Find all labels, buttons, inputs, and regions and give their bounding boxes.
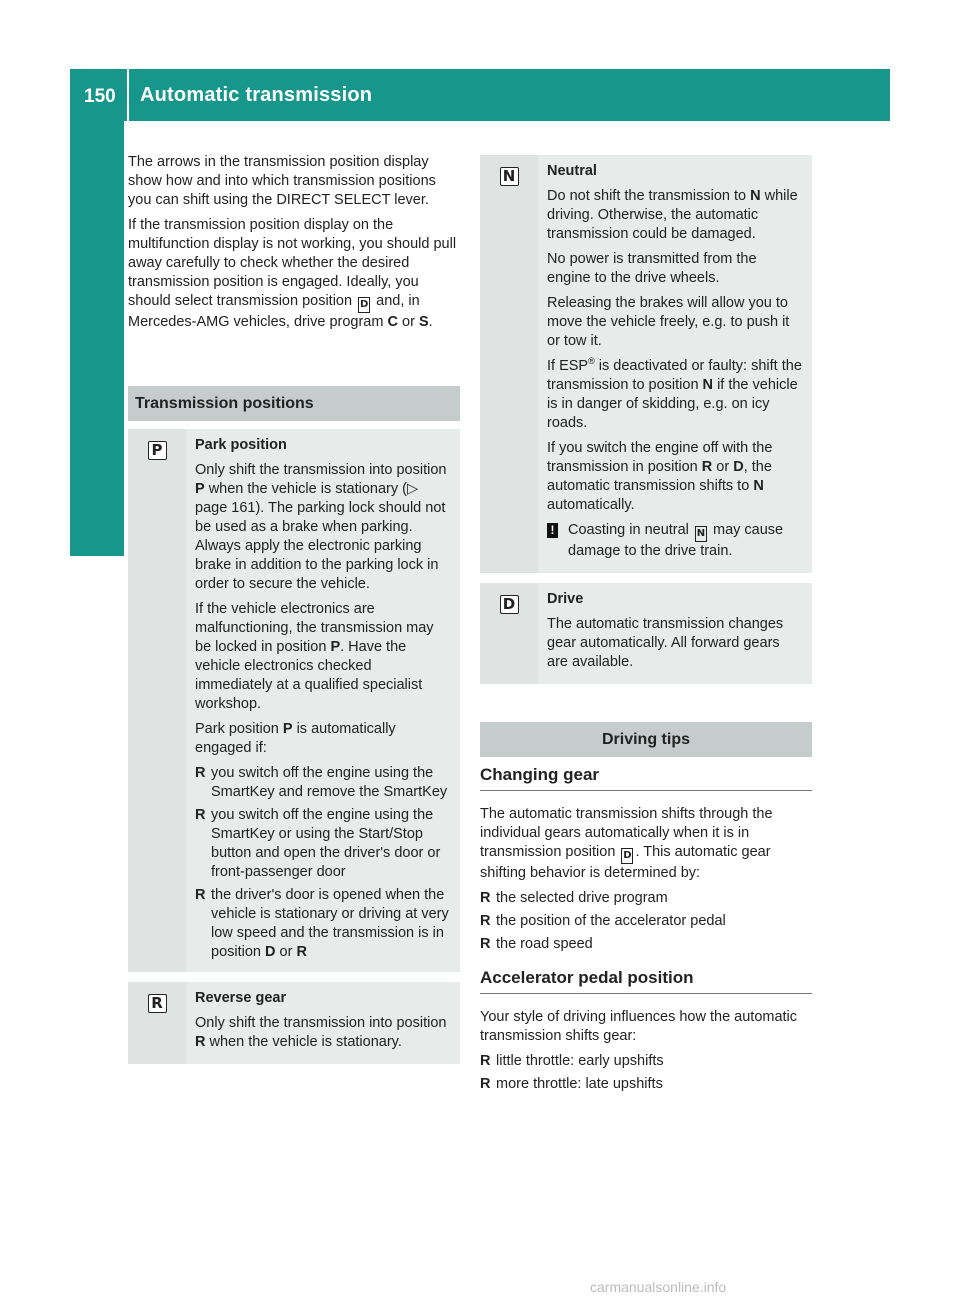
neutral-row [480,155,812,573]
neutral-paragraph-2: No power is transmitted from the engine to the drive wheels. [547,251,757,286]
page-title: Automatic transmission [140,84,373,106]
section-heading-transmission-positions: Transmission positions [128,386,460,421]
drive-position-icon: D [621,848,633,864]
changing-gear-paragraph: The automatic transmission shifts through the individual gears automatically when it is in transmission position D . This automatic gear shifting behavior is determined by: [480,806,773,881]
bullet-icon: R [195,807,206,823]
intro-paragraph-1: The arrows in the transmission position display show how and into which transmission positions you can shift using the DIRECT SELECT lever. [128,154,436,208]
header-bar [70,69,890,121]
list-item: R the road speed [480,936,593,952]
neutral-paragraph-5: If you switch the engine off with the transmission in position R or D, the automatic transmission shifts to N automatically. [547,440,773,513]
accelerator-paragraph: Your style of driving influences how the automatic transmission shifts gear: [480,1009,798,1044]
header-divider [127,69,129,121]
intro-paragraph-2: If the transmission position display on the multifunction display is not working, you should pull away carefully to check whether the desired transmission position is engaged. Ideally, you should select transmission position D and, in Mercedes-AMG vehicles, drive program C or S. [128,217,457,330]
page-number: 150 [84,86,116,107]
page-ref-arrow-icon: ▷ [406,481,419,497]
neutral-paragraph-4: If ESP® is deactivated or faulty: shift the transmission to position N if the vehicle is in danger of skidding, e.g. on icy roads. [547,356,802,431]
reverse-paragraph-1: Only shift the transmission into position R when the vehicle is stationary. [195,1015,447,1050]
bullet-icon: R [480,1053,491,1069]
bullet-icon: R [195,887,206,903]
section-heading-driving-tips: Driving tips [480,722,812,757]
right-column [480,155,812,1098]
damage-warning: ! Coasting in neutral N may cause damage to the drive train. [547,521,804,561]
accelerator-heading: Accelerator pedal position [480,968,812,994]
drive-title: Drive [547,591,584,607]
park-position-row [128,429,460,972]
park-paragraph-3: Park position P is automatically engaged if: [195,721,396,756]
drive-row [480,583,812,684]
throttle-list [480,1052,812,1094]
park-paragraph-2: If the vehicle electronics are malfunctioning, the transmission may be locked in position P. Have the vehicle electronics checked immediately at a qualified specialist workshop. [195,601,434,712]
neutral-paragraph-3: Releasing the brakes will allow you to move the vehicle freely, e.g. to push it or tow it. [547,295,790,349]
neutral-title: Neutral [547,163,597,179]
bullet-icon: R [195,765,206,781]
bullet-icon: R [480,936,491,952]
reverse-gear-title: Reverse gear [195,990,287,1006]
changing-gear-heading: Changing gear [480,765,812,791]
list-item: R the selected drive program [480,890,668,906]
park-position-title: Park position [195,437,287,453]
list-item: R more throttle: late upshifts [480,1076,663,1092]
bullet-icon: R [480,890,491,906]
list-item: R the position of the accelerator pedal [480,913,726,929]
list-item: R the driver's door is opened when the vehicle is stationary or driving at very low speed and the transmission is in position D or R [195,887,449,960]
bullet-icon: R [480,1076,491,1092]
park-paragraph-1: Only shift the transmission into position P when the vehicle is stationary (▷ page 161). The parking lock should not be used as a brake when parking. Always apply the electronic parking brake in addition to the parking lock in order to secure the vehicle. [195,462,447,592]
watermark: carmanualsonline.info [590,1279,727,1295]
list-item: R you switch off the engine using the SmartKey or using the Start/Stop button and open the driver's door or front-passenger door [195,807,441,880]
neutral-position-icon: N [695,526,707,542]
list-item: R little throttle: early upshifts [480,1053,664,1069]
chapter-label: Driving and parking [82,342,104,530]
drive-position-icon: D [358,297,370,313]
reverse-gear-icon: R [148,994,167,1013]
shift-factors-list [480,889,812,954]
warning-icon: ! [547,523,558,538]
drive-paragraph-1: The automatic transmission changes gear automatically. All forward gears are available. [547,616,784,670]
left-column [128,153,460,1074]
page-reference-link[interactable]: page 161). The parking lock should not be used as a brake when parking. Always apply the electronic parking brake in addition to the parking lock in order to secure the vehicle. [195,500,446,592]
drive-icon: D [500,595,519,614]
neutral-icon: N [500,167,519,186]
bullet-icon: R [480,913,491,929]
park-conditions-list [195,764,452,962]
list-item: R you switch off the engine using the SmartKey and remove the SmartKey [195,765,448,800]
reverse-gear-row [128,982,460,1064]
neutral-paragraph-1: Do not shift the transmission to N while driving. Otherwise, the automatic transmission could be damaged. [547,188,798,242]
park-position-icon: P [148,441,167,460]
